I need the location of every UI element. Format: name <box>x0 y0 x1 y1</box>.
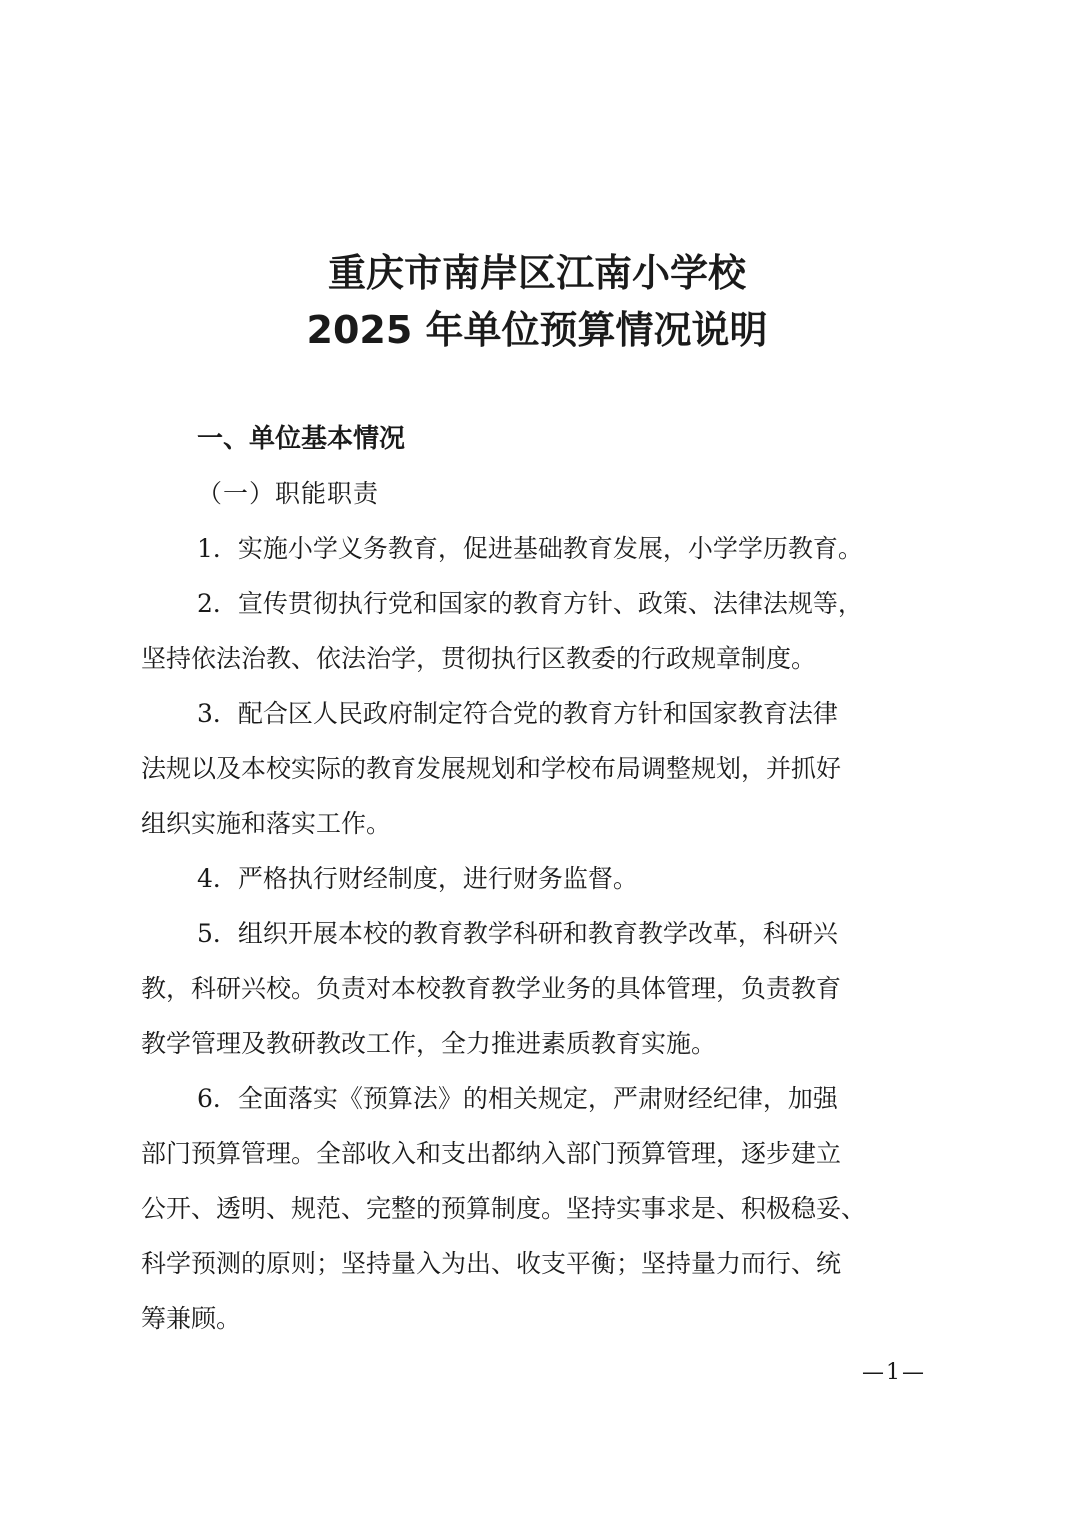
text-line: 4．严格执行财经制度，进行财务监督。 <box>197 864 638 893</box>
text-line: 教学管理及教研教改工作，全力推进素质教育实施。 <box>141 1029 717 1058</box>
subsection-heading: （一）职能职责 <box>197 479 380 508</box>
document-title-line-2: 2025 年单位预算情况说明 <box>306 308 768 352</box>
text-line: 部门预算管理。全部收入和支出都纳入部门预算管理，逐步建立 <box>141 1139 842 1168</box>
text-line: 公开、透明、规范、完整的预算制度。坚持实事求是、积极稳妥、 <box>141 1194 867 1223</box>
page-number: —1— <box>862 1360 926 1385</box>
text-line: 3．配合区人民政府制定符合党的教育方针和国家教育法律 <box>197 699 838 728</box>
document-title-line-1: 重庆市南岸区江南小学校 <box>327 251 746 295</box>
text-line: 1．实施小学义务教育，促进基础教育发展，小学学历教育。 <box>197 534 863 563</box>
text-line: 2．宣传贯彻执行党和国家的教育方针、政策、法律法规等， <box>197 589 863 618</box>
text-line: 法规以及本校实际的教育发展规划和学校布局调整规划，并抓好 <box>141 754 842 783</box>
text-line: 组织实施和落实工作。 <box>141 809 392 838</box>
section-heading: 一、单位基本情况 <box>197 424 406 454</box>
text-line: 5．组织开展本校的教育教学科研和教育教学改革，科研兴 <box>197 919 838 948</box>
text-line: 坚持依法治教、依法治学，贯彻执行区教委的行政规章制度。 <box>141 644 817 673</box>
text-line: 科学预测的原则；坚持量入为出、收支平衡；坚持量力而行、统 <box>141 1249 842 1278</box>
text-line: 6．全面落实《预算法》的相关规定，严肃财经纪律，加强 <box>197 1084 838 1113</box>
text-line: 教，科研兴校。负责对本校教育教学业务的具体管理，负责教育 <box>141 974 842 1003</box>
text-line: 筹兼顾。 <box>141 1304 242 1333</box>
